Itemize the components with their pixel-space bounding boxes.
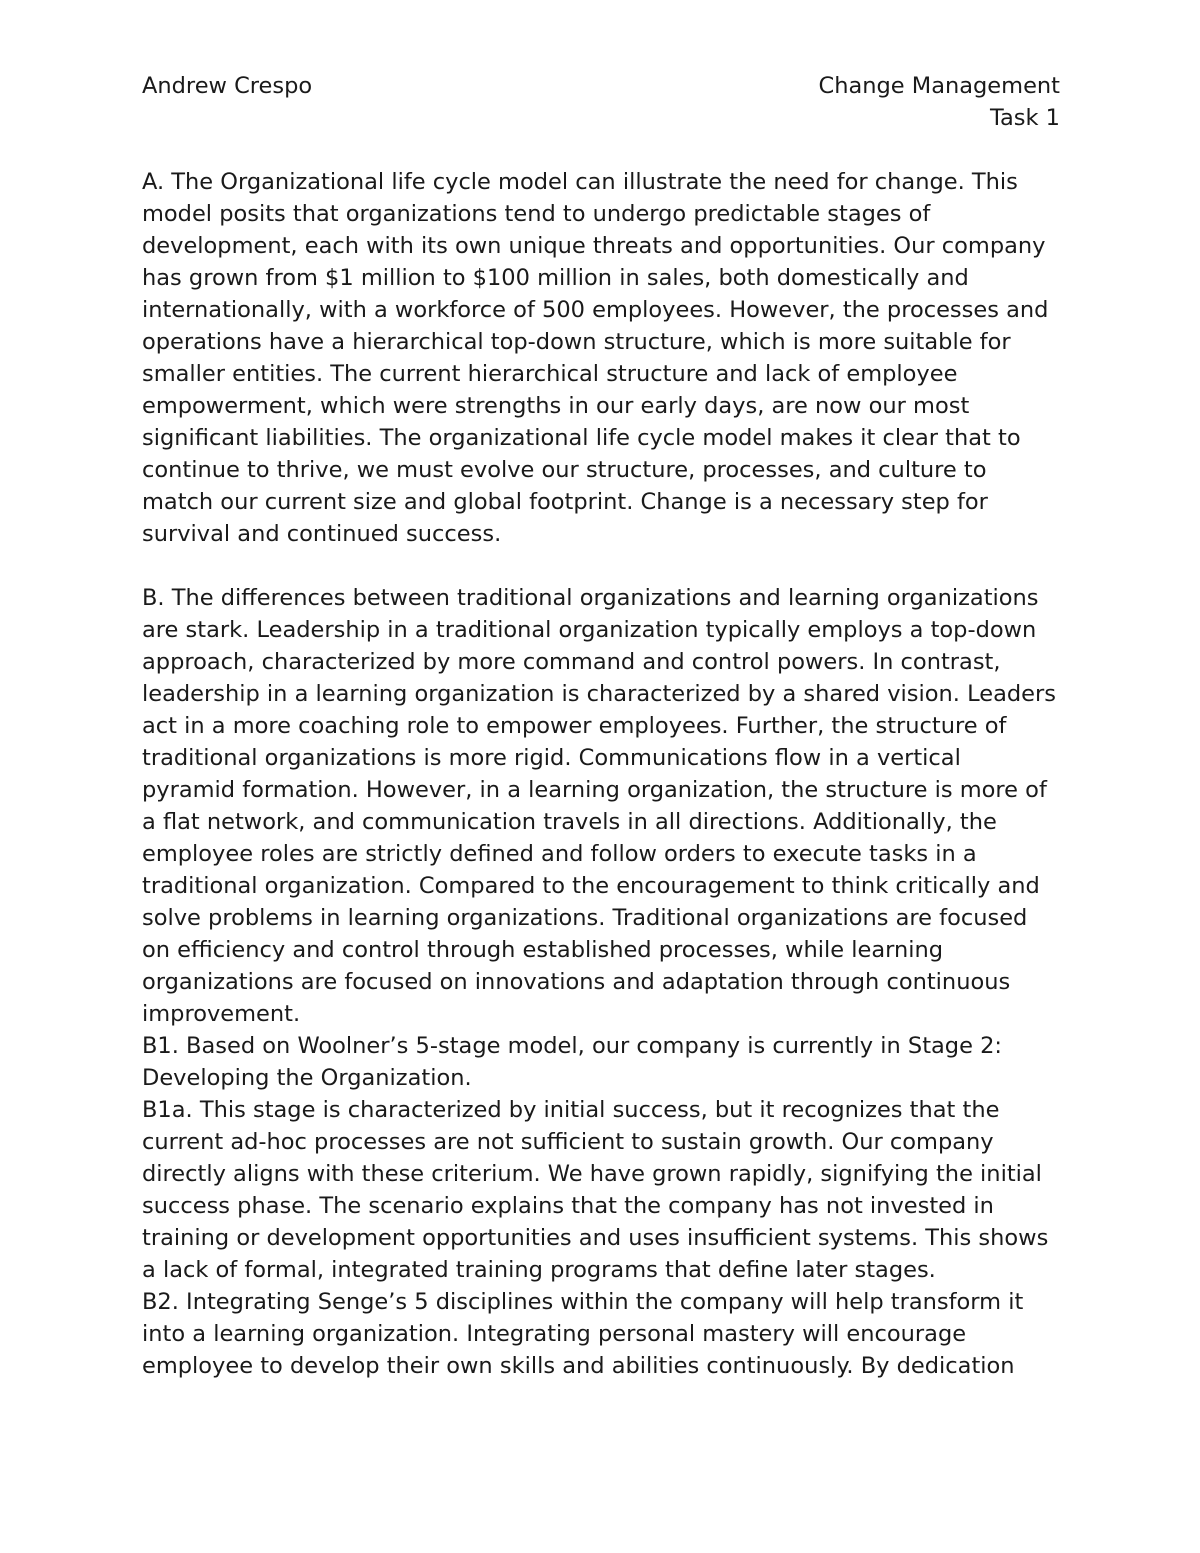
section-b1-paragraph: B1. Based on Woolner’s 5-stage model, our company is currently in Stage 2: Developing the Organization. xyxy=(142,1033,1002,1091)
section-b1a-paragraph: B1a. This stage is characterized by initial success, but it recognizes that the current ad-hoc processes are not sufficient to sustain growth. Our company directly aligns with these criterium. We have grown rapidly, signifying the initial success phase. The scenario explains that the company has not invested in training or development opportunities and uses insufficient systems. This shows a lack of formal, integrated training programs that define later stages. xyxy=(142,1097,1049,1283)
spacer xyxy=(142,550,1060,582)
author-name: Andrew Crespo xyxy=(142,73,313,99)
section-b2-paragraph: B2. Integrating Senge’s 5 disciplines within the company will help transform it into a learning organization. Integrating personal mastery will encourage employee to develop their own skills and abilities continuously. By dedication xyxy=(142,1289,1024,1379)
task-label: Task 1 xyxy=(989,105,1060,131)
course-title: Change Management xyxy=(818,73,1060,99)
section-a-paragraph: A. The Organizational life cycle model can illustrate the need for change. This model posits that organizations tend to undergo predictable stages of development, each with its own unique threats and opportunities. Our company has grown from $1 million to $100 million in sales, both domestically and internationally, with a workforce of 500 employees. However, the processes and operations have a hierarchical top-down structure, which is more suitable for smaller entities. The current hierarchical structure and lack of employee empowerment, which were strengths in our early days, are now our most significant liabilities. The organizational life cycle model makes it clear that to continue to thrive, we must evolve our structure, processes, and culture to match our current size and global footprint. Change is a necessary step for survival and continued success. xyxy=(142,169,1049,547)
spacer xyxy=(142,134,1060,166)
document-body xyxy=(142,70,1060,1382)
section-b-paragraph: B. The differences between traditional organizations and learning organizations are stark. Leadership in a traditional organization typically employs a top-down approach, characterized by more command and control powers. In contrast, leadership in a learning organization is characterized by a shared vision. Leaders act in a more coaching role to empower employees. Further, the structure of traditional organizations is more rigid. Communications flow in a vertical pyramid formation. However, in a learning organization, the structure is more of a flat network, and communication travels in all directions. Additionally, the employee roles are strictly defined and follow orders to execute tasks in a traditional organization. Compared to the encouragement to think critically and solve problems in learning organizations. Traditional organizations are focused on efficiency and control through established processes, while learning organizations are focused on innovations and adaptation through continuous improvement. xyxy=(142,585,1056,1027)
header-row xyxy=(142,70,1060,102)
